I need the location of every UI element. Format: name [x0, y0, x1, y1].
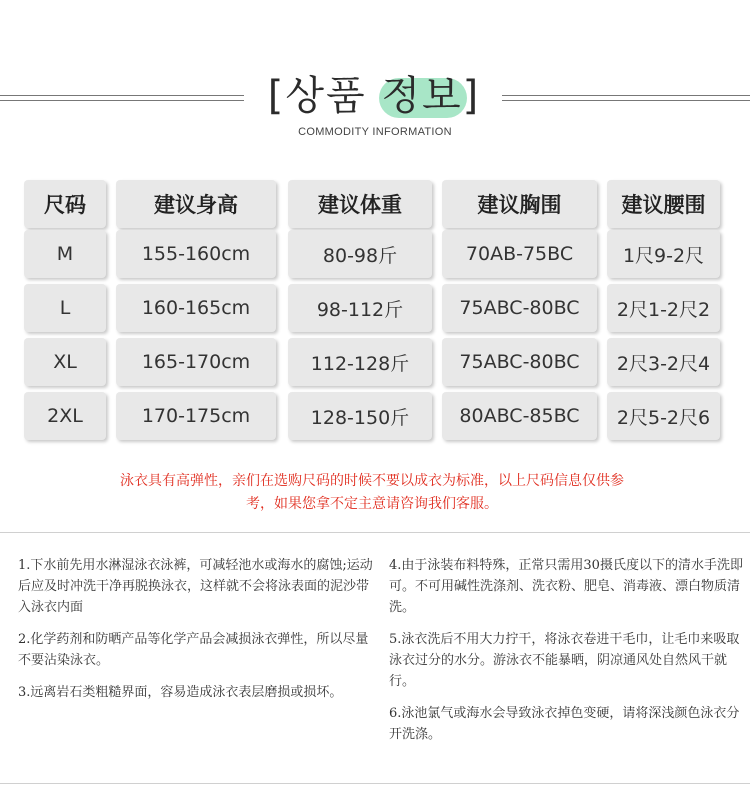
weight-cell: 112-128斤 — [288, 338, 432, 386]
table-row — [24, 338, 720, 386]
notice-line-1: 泳衣具有高弹性，亲们在选购尺码的时候不要以成衣为标准，以上尺码信息仅供参 — [120, 473, 624, 489]
header-divider-left — [0, 95, 244, 101]
waist-cell: 2尺5-2尺6 — [607, 392, 720, 440]
height-cell: 165-170cm — [116, 338, 276, 386]
weight-cell: 128-150斤 — [288, 392, 432, 440]
header-cell-bust: 建议胸围 — [442, 180, 597, 228]
header-cell-size: 尺码 — [24, 180, 106, 228]
care-column-right — [389, 555, 749, 756]
care-column-left — [18, 555, 378, 714]
page-title — [254, 72, 494, 120]
size-cell: 2XL — [24, 392, 106, 440]
height-cell: 155-160cm — [116, 230, 276, 278]
care-item: 3.远离岩石类粗糙界面，容易造成泳衣表层磨损或损坏。 — [18, 685, 343, 700]
table-row — [24, 230, 720, 278]
bust-cell: 80ABC-85BC — [442, 392, 597, 440]
title-part-1: [상품 — [267, 73, 382, 119]
table-row — [24, 392, 720, 440]
care-item: 4.由于泳装布料特殊，正常只需用30摄氏度以下的清水手洗即可。不可用碱性洗涤剂、洗衣粉、肥皂、消毒液、漂白物质清洗。 — [389, 558, 743, 615]
care-instructions — [0, 532, 750, 784]
header-cell-waist: 建议腰围 — [607, 180, 720, 228]
title-part-2: ] — [462, 73, 481, 119]
waist-cell: 2尺1-2尺2 — [607, 284, 720, 332]
header-cell-height: 建议身高 — [116, 180, 276, 228]
height-cell: 170-175cm — [116, 392, 276, 440]
care-item: 2.化学药剂和防晒产品等化学产品会减损泳衣弹性，所以尽量不要沾染泳衣。 — [18, 632, 369, 668]
table-row — [24, 284, 720, 332]
bust-cell: 75ABC-80BC — [442, 284, 597, 332]
size-cell: XL — [24, 338, 106, 386]
header-cell-weight: 建议体重 — [288, 180, 432, 228]
size-table-header-row — [24, 180, 720, 228]
title-highlight: 정보 — [381, 73, 463, 119]
size-notice — [22, 470, 722, 516]
section-header — [0, 62, 750, 152]
care-item: 6.泳池氯气或海水会导致泳衣掉色变硬，请将深浅颜色泳衣分开洗涤。 — [389, 706, 740, 742]
care-item: 5.泳衣洗后不用大力拧干，将泳衣卷进干毛巾，让毛巾来吸取泳衣过分的水分。游泳衣不能暴晒，阴凉通风处自然风干就行。 — [389, 632, 740, 689]
care-item: 1.下水前先用水淋湿泳衣泳裤，可减轻池水或海水的腐蚀;运动后应及时冲洗干净再脱换泳衣，这样就不会将泳表面的泥沙带入泳衣内面 — [18, 558, 373, 615]
weight-cell: 80-98斤 — [288, 230, 432, 278]
header-divider-right — [502, 95, 750, 101]
page-subtitle: COMMODITY INFORMATION — [298, 126, 452, 138]
weight-cell: 98-112斤 — [288, 284, 432, 332]
bust-cell: 70AB-75BC — [442, 230, 597, 278]
waist-cell: 1尺9-2尺 — [607, 230, 720, 278]
size-cell: L — [24, 284, 106, 332]
height-cell: 160-165cm — [116, 284, 276, 332]
bust-cell: 75ABC-80BC — [442, 338, 597, 386]
size-cell: M — [24, 230, 106, 278]
waist-cell: 2尺3-2尺4 — [607, 338, 720, 386]
notice-line-2: 考，如果您拿不定主意请咨询我们客服。 — [246, 496, 498, 512]
